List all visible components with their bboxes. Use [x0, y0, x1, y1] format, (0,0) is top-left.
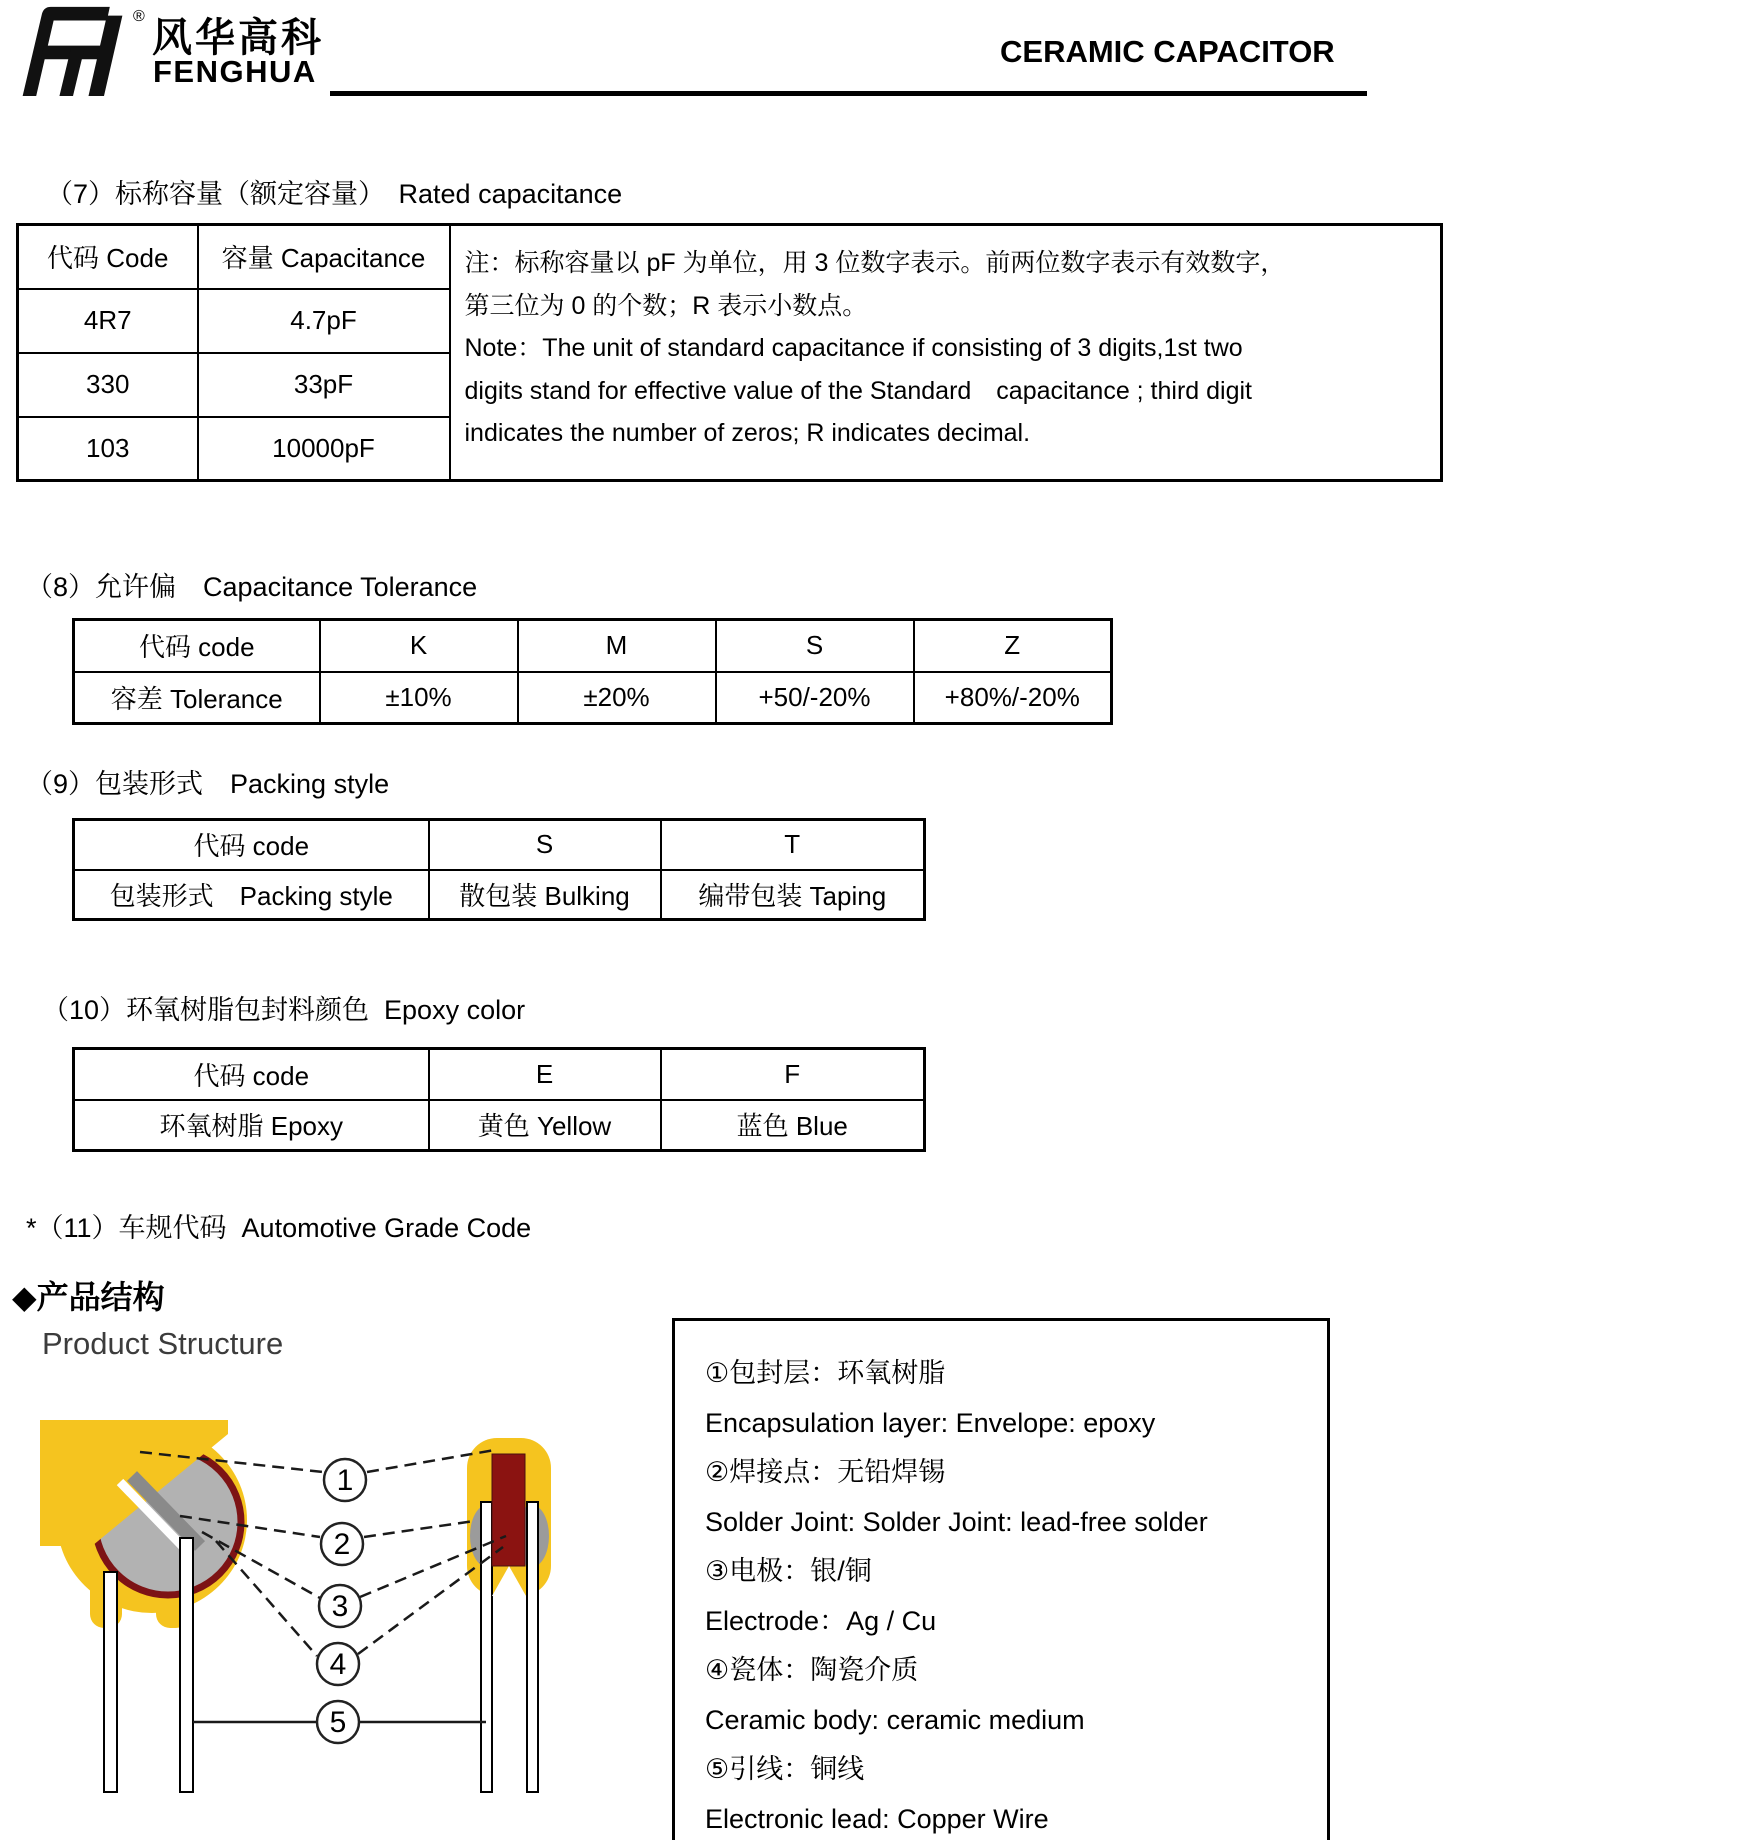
table-cell: 4R7 — [18, 289, 198, 353]
table-cell: 103 — [18, 417, 198, 481]
table-cell: E — [429, 1049, 661, 1100]
section7-title: （7）标称容量（额定容量） Rated capacitance — [46, 179, 623, 209]
legend-line: ④瓷体：陶瓷介质 — [705, 1655, 919, 1685]
table-cell: 代码 code — [74, 1049, 429, 1100]
callout-number: 3 — [331, 1590, 349, 1623]
structure-legend-box — [672, 1318, 1330, 1840]
legend-line: Ceramic body: ceramic medium — [705, 1704, 1085, 1735]
legend-line: ②焊接点：无铅焊锡 — [705, 1457, 946, 1487]
table-cell: 散包装 Bulking — [429, 870, 661, 920]
note-line: indicates the number of zeros; R indicates decimal. — [464, 419, 1031, 447]
packing-style-table — [72, 818, 926, 921]
logo-latin-name: FENGHUA — [153, 54, 317, 89]
capacitance-note-cell — [450, 225, 1442, 481]
legend-line: ①包封层：环氧树脂 — [705, 1358, 946, 1388]
copper-lead — [104, 1572, 117, 1792]
table-cell: 蓝色 Blue — [661, 1100, 925, 1151]
col-header-code: 代码 Code — [18, 225, 198, 289]
table-cell: K — [320, 620, 518, 672]
ceramic-body-side — [492, 1454, 525, 1566]
capacitor-structure-diagram — [40, 1420, 600, 1840]
callout-number: 4 — [329, 1648, 347, 1681]
legend-line: ⑤引线：铜线 — [705, 1754, 865, 1784]
legend-line: Encapsulation layer: Envelope: epoxy — [705, 1407, 1156, 1438]
legend-line: Electronic lead: Copper Wire — [705, 1803, 1049, 1834]
page-title: CERAMIC CAPACITOR — [1000, 34, 1335, 69]
product-structure-heading-en: Product Structure — [42, 1326, 284, 1361]
capacitance-tolerance-table — [72, 618, 1113, 725]
fenghua-logo-icon — [14, 4, 132, 96]
section10-title: （10）环氧树脂包封料颜色 Epoxy color — [42, 995, 526, 1025]
table-cell: +80%/-20% — [914, 672, 1112, 724]
note-line: 注：标称容量以 pF 为单位，用 3 位数字表示。前两位数字表示有效数字， — [464, 249, 1286, 277]
table-cell: Z — [914, 620, 1112, 672]
table-cell: 容差 Tolerance — [74, 672, 320, 724]
table-cell: ±20% — [518, 672, 716, 724]
table-cell: 330 — [18, 353, 198, 417]
table-cell: S — [429, 820, 661, 870]
table-cell: 环氧树脂 Epoxy — [74, 1100, 429, 1151]
table-cell: F — [661, 1049, 925, 1100]
table-cell: 4.7pF — [198, 289, 450, 353]
table-cell: 包装形式 Packing style — [74, 870, 429, 920]
col-header-capacitance: 容量 Capacitance — [198, 225, 450, 289]
table-cell: 10000pF — [198, 417, 450, 481]
table-cell: 代码 code — [74, 820, 429, 870]
rated-capacitance-table — [16, 223, 1443, 482]
table-cell: 编带包装 Taping — [661, 870, 925, 920]
header-rule — [330, 91, 1367, 96]
registered-mark: ® — [133, 8, 145, 25]
table-cell: ±10% — [320, 672, 518, 724]
callout-number: 1 — [336, 1464, 354, 1497]
section11-title: *（11）车规代码 Automotive Grade Code — [26, 1213, 532, 1243]
callout-number: 5 — [329, 1706, 347, 1739]
legend-line: Electrode：Ag / Cu — [705, 1605, 937, 1636]
note-line: 第三位为 0 的个数；R 表示小数点。 — [464, 291, 868, 320]
callout-number: 2 — [333, 1528, 351, 1561]
table-cell: 代码 code — [74, 620, 320, 672]
note-line: digits stand for effective value of the Standard capacitance ; third digit — [464, 376, 1253, 405]
table-cell: +50/-20% — [716, 672, 914, 724]
table-cell: S — [716, 620, 914, 672]
copper-lead — [527, 1502, 538, 1792]
copper-lead — [180, 1538, 193, 1792]
table-cell: T — [661, 820, 925, 870]
epoxy-color-table — [72, 1047, 926, 1152]
legend-line: ③电极：银/铜 — [705, 1556, 872, 1586]
table-cell: 黄色 Yellow — [429, 1100, 661, 1151]
note-line: Note：The unit of standard capacitance if consisting of 3 digits,1st two — [464, 334, 1243, 362]
legend-line: Solder Joint: Solder Joint: lead-free solder — [705, 1506, 1208, 1537]
logo-chinese-name: 风华高科 — [152, 16, 324, 60]
product-structure-heading-cn: ◆产品结构 — [12, 1279, 165, 1315]
table-cell: M — [518, 620, 716, 672]
table-cell: 33pF — [198, 353, 450, 417]
section9-title: （9）包装形式 Packing style — [26, 769, 390, 799]
section8-title: （8）允许偏 Capacitance Tolerance — [26, 572, 478, 602]
